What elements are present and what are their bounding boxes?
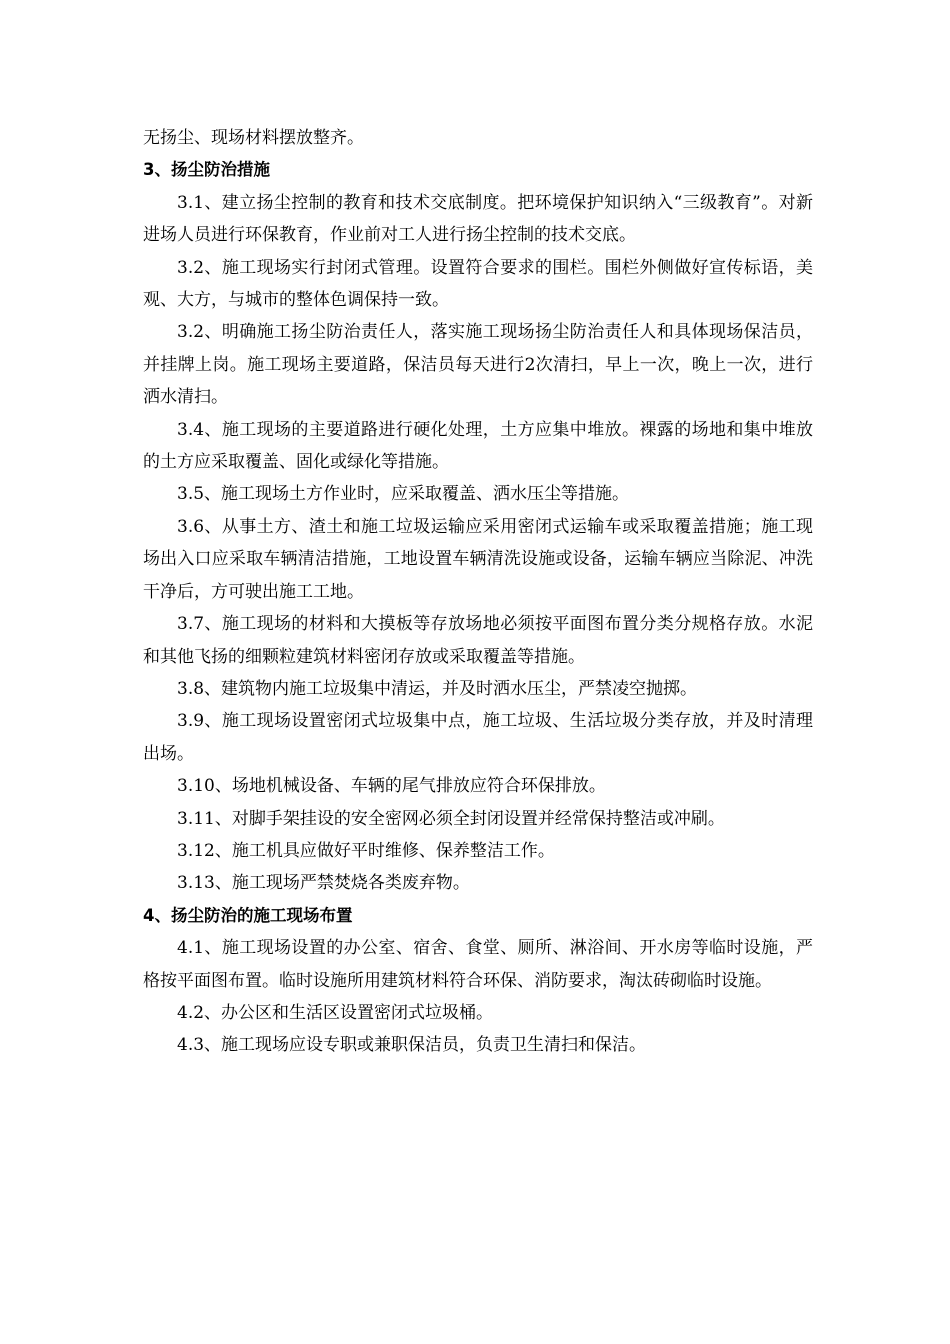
section-4-heading: 4、扬尘防治的施工现场布置 <box>143 905 353 925</box>
lead-paragraph: 无扬尘、现场材料摆放整齐。 <box>143 128 364 148</box>
paragraph-3-7: 3.7、施工现场的材料和大摸板等存放场地必须按平面图布置分类分规格存放。水泥和其他飞扬的细颗粒建筑材料密闭存放或采取覆盖等措施。 <box>143 614 813 667</box>
paragraph-3-9: 3.9、施工现场设置密闭式垃圾集中点，施工垃圾、生活垃圾分类存放，并及时清理出场。 <box>143 711 813 764</box>
paragraph-3-2a: 3.2、施工现场实行封闭式管理。设置符合要求的围栏。围栏外侧做好宣传标语，美观、大方，与城市的整体色调保持一致。 <box>143 257 813 311</box>
paragraph-3-4: 3.4、施工现场的主要道路进行硬化处理，土方应集中堆放。裸露的场地和集中堆放的土方应采取覆盖、固化或绿化等措施。 <box>143 419 813 473</box>
paragraph-4-3: 4.3、施工现场应设专职或兼职保洁员，负责卫生清扫和保洁。 <box>177 1035 647 1056</box>
paragraph-3-10: 3.10、场地机械设备、车辆的尾气排放应符合环保排放。 <box>177 776 606 797</box>
paragraph-3-5: 3.5、施工现场土方作业时，应采取覆盖、洒水压尘等措施。 <box>177 484 630 505</box>
paragraph-3-1: 3.1、建立扬尘控制的教育和技术交底制度。把环境保护知识纳入“三级教育”。对新进场人员进行环保教育，作业前对工人进行扬尘控制的技术交底。 <box>143 192 813 246</box>
document-page <box>143 122 813 1062</box>
paragraph-3-12: 3.12、施工机具应做好平时维修、保养整洁工作。 <box>177 840 555 861</box>
paragraph-4-2: 4.2、办公区和生活区设置密闭式垃圾桶。 <box>177 1002 494 1023</box>
section-3-heading: 3、扬尘防治措施 <box>143 160 270 180</box>
paragraph-3-13: 3.13、施工现场严禁焚烧各类废弃物。 <box>177 873 470 894</box>
paragraph-4-1: 4.1、施工现场设置的办公室、宿舍、食堂、厕所、淋浴间、开水房等临时设施，严格按平面图布置。临时设施所用建筑材料符合环保、消防要求，淘汰砖砌临时设施。 <box>143 938 813 991</box>
paragraph-3-2b: 3.2、明确施工扬尘防治责任人，落实施工现场扬尘防治责任人和具体现场保洁员，并挂牌上岗。施工现场主要道路，保洁员每天进行2次清扫，早上一次，晚上一次，进行洒水清扫。 <box>143 322 813 408</box>
paragraph-3-6: 3.6、从事土方、渣土和施工垃圾运输应采用密闭式运输车或采取覆盖措施；施工现场出入口应采取车辆清洁措施，工地设置车辆清洗设施或设备，运输车辆应当除泥、冲洗干净后，方可驶出施工工地。 <box>143 516 813 602</box>
paragraph-3-11: 3.11、对脚手架挂设的安全密网必须全封闭设置并经常保持整洁或冲刷。 <box>177 808 725 829</box>
paragraph-3-8: 3.8、建筑物内施工垃圾集中清运，并及时洒水压尘，严禁凌空抛掷。 <box>177 678 698 699</box>
